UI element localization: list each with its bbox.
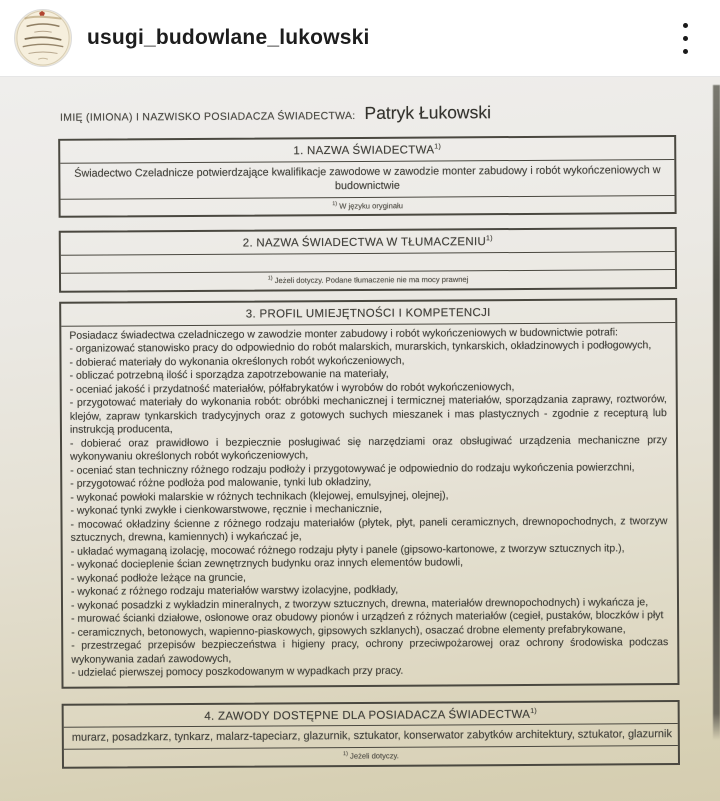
photo-edge-shadow <box>713 85 720 740</box>
section-1-footnote: $^{1)}$ W języku oryginału <box>61 195 675 216</box>
skill-line: - mocować okładziny ścienne z różnego rodzaju materiałów (płytek, płyt, paneli ceramicznych, drewnopochodnych, z tworzyw sztucznych, drewna, kamiennych) i wykańczać je, <box>70 514 668 544</box>
skill-line: - wykonać z różnego rodzaju materiałów warstwy izolacyjne, podkłady, <box>70 583 399 598</box>
more-options-button[interactable] <box>670 16 700 60</box>
skill-line: - ceramicznych, betonowych, wapienno-piaskowych, gipsowych szklanych), osaczać drobne elementy prefabrykowane, <box>71 622 626 639</box>
skill-line: - murować ścianki działowe, osłonowe oraz obudowy pionów i urządzeń z różnych materiałów (cegieł, pustaków, bloczków i płyt <box>71 609 664 625</box>
section-2-table <box>59 227 677 292</box>
post-header <box>0 0 720 77</box>
skill-line: - dobierać materiały do wykonania określonych robót wykończeniowych, <box>69 354 405 369</box>
section-4-table <box>62 700 680 769</box>
holder-name-value: Patryk Łukowski <box>364 102 491 123</box>
skill-line: - oceniać jakość i przydatność materiałów, półfabrykatów i wyrobów do robót wykończeniowych, <box>69 380 515 396</box>
skill-line: - układać wymaganą izolację, mocować różnego rodzaju płyty i panele (gipsowo-kartonowe, z tworzyw sztucznych itp.), <box>70 541 625 558</box>
avatar[interactable] <box>14 9 72 67</box>
section-4-content: murarz, posadzkarz, tynkarz, malarz-tapeciarz, glazurnik, sztukator, konserwator zabytków architektury, sztukator, glazurnik <box>71 728 672 745</box>
section-3-title: 3. PROFIL UMIEJĘTNOŚCI I KOMPETENCJI <box>61 300 675 327</box>
certificate-avatar-icon <box>15 10 71 66</box>
skill-line: - obliczać potrzebną ilość i sporządza zapotrzebowanie na materiały, <box>69 367 389 382</box>
skill-line: - wykonać podłoże leżące na gruncie, <box>70 571 246 585</box>
skill-line: - oceniać stan techniczny różnego rodzaju podłoży i przygotowywać je odpowiednio do rodzaju wykończenia powierzchni, <box>70 460 635 477</box>
skill-line: - przygotować materiały do wykonania robót: obróbki mechanicznej i termicznej materiałów, sporządzania zaprawy, roztworów, klejów, zapraw tynkarskich tradycyjnych oraz z gotowych suchych mieszanek i mas plastycznych - zgodnie z recepturą lub instrukcją producenta, <box>69 393 667 436</box>
section-3-skills-list <box>61 323 677 687</box>
section-1-content: Świadectwo Czeladnicze potwierdzające kwalifikacje zawodowe w zawodzie monter zabudowy i robót wykończeniowych w budownictwie <box>74 163 661 192</box>
section-1-title: 1. NAZWA ŚWIADECTWA$^{1)}$ <box>60 137 674 164</box>
certificate-document <box>0 77 714 801</box>
holder-name-row <box>60 101 710 126</box>
section-2-title: 2. NAZWA ŚWIADECTWA W TŁUMACZENIU$^{1)}$ <box>61 229 675 256</box>
section-4-footnote: $^{1)}$ Jeżeli dotyczy. <box>64 745 678 766</box>
skill-line: - organizować stanowisko pracy do odpowiednio do robót malarskich, murarskich, tynkarskich, okładzinowych i podłogowych, <box>69 339 652 355</box>
section-3-table <box>59 298 679 689</box>
skill-line: - wykonać docieplenie ścian zewnętrznych budynku oraz innych elementów budowli, <box>70 556 464 571</box>
skill-line: - udzielać pierwszej pomocy poszkodowanym w wypadkach przy pracy. <box>71 664 404 679</box>
username[interactable]: usugi_budowlane_lukowski <box>87 26 370 49</box>
skill-line: - wykonać posadzki z wykładzin mineralnych, z tworzyw sztucznych, drewna, materiałów drewnopochodnych) i wykańcza je, <box>70 595 649 612</box>
skill-line: - wykonać powłoki malarskie w różnych technikach (klejowej, emulsyjnej, olejnej), <box>70 488 449 504</box>
section-1-table <box>58 135 676 218</box>
skill-line: - przygotować różne podłoża pod malowanie, tynki lub okładziny, <box>70 475 372 490</box>
skill-line: - przestrzegać przepisów bezpieczeństwa i higieny pracy, ochrony przeciwpożarowej oraz ochrony środowiska podczas wykonywania zadań zawodowych, <box>71 636 669 666</box>
skill-line: - dobierać oraz prawidłowo i bezpiecznie posługiwać się narzędziami oraz obsługiwać urządzenia mechaniczne przy wykonywaniu określonych robót wykończeniowych, <box>69 433 668 463</box>
skill-line: - wykonać tynki zwykłe i cienkowarstwowe, ręcznie i mechanicznie, <box>70 502 383 517</box>
skill-line: Posiadacz świadectwa czeladniczego w zawodzie monter zabudowy i robót wykończeniowych w budownictwie potrafi: <box>69 325 618 342</box>
section-4-title: 4. ZAWODY DOSTĘPNE DLA POSIADACZA ŚWIADECTWA$^{1)}$ <box>64 702 678 729</box>
post-image[interactable] <box>0 77 720 801</box>
section-2-footnote: $^{1)}$ Jeżeli dotyczy. Podane tłumaczenie nie ma mocy prawnej <box>61 269 675 290</box>
holder-name-label: IMIĘ (IMIONA) I NAZWISKO POSIADACZA ŚWIADECTWA: <box>59 109 356 124</box>
